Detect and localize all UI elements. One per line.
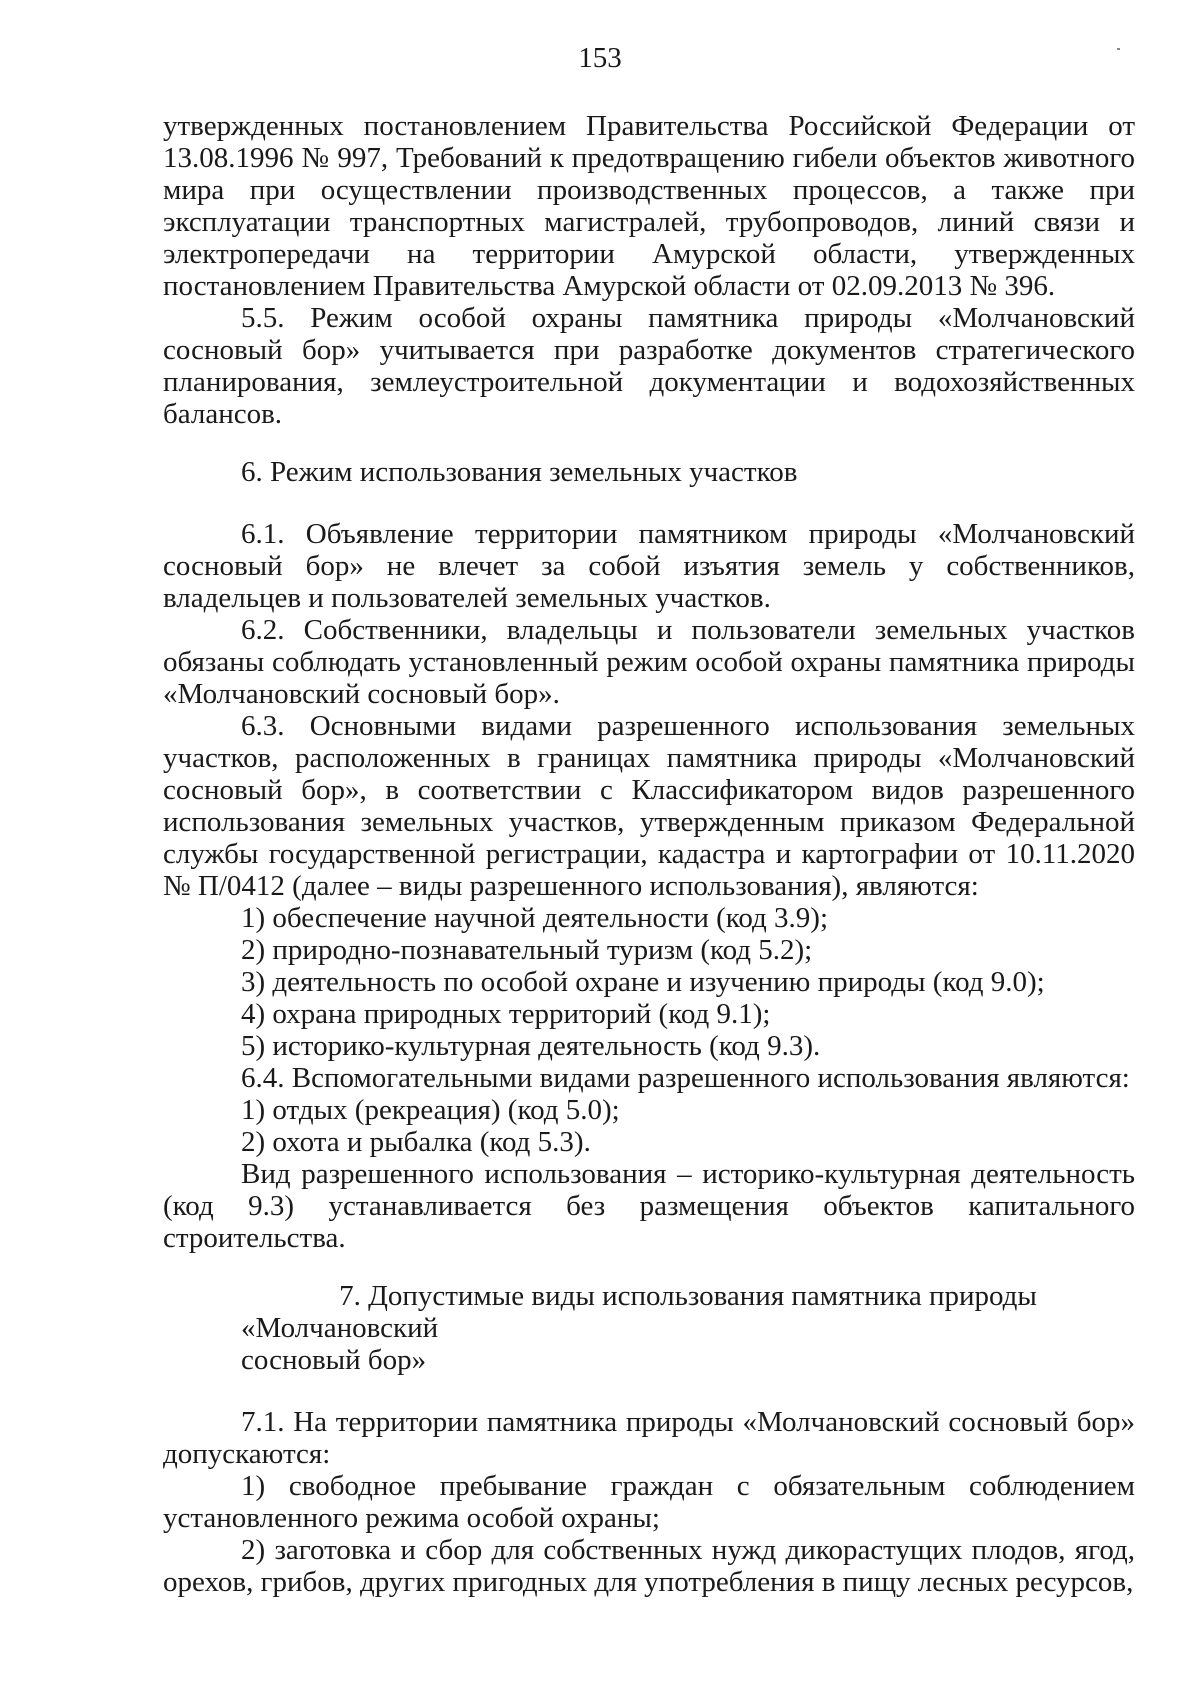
list-item-6-4-2: 2) охота и рыбалка (код 5.3). <box>241 1126 591 1158</box>
section-heading-7-line1: 7. Допустимые виды использования памятника природы «Молчановский <box>241 1280 1037 1344</box>
list-item-6-3-3: 3) деятельность по особой охране и изучению природы (код 9.0); <box>241 966 1045 998</box>
paragraph-7-1-2: 2) заготовка и сбор для собственных нужд дикорастущих плодов, ягод, орехов, грибов, других пригодных для употребления в пищу лесных ресурсов, <box>163 1534 1135 1598</box>
section-heading-7-line2: сосновый бор» <box>241 1344 427 1376</box>
paragraph-intro: утвержденных постановлением Правительства Российской Федерации от 13.08.1996 № 997, Требований к предотвращению гибели объектов животного мира при осуществлении производственных процессов, а также при эксплуатации транспортных магистралей, трубопроводов, линий связи и электропередачи на территории Амурской области, утвержденных постановлением Правительства Амурской области от 02.09.2013 № 396. <box>163 110 1135 302</box>
page-number: 153 <box>578 42 622 74</box>
list-item-6-3-5: 5) историко-культурная деятельность (код 9.3). <box>241 1030 821 1062</box>
paragraph-6-2: 6.2. Собственники, владельцы и пользователи земельных участков обязаны соблюдать установленный режим особой охраны памятника природы «Молчановский сосновый бор». <box>163 614 1135 710</box>
paragraph-6-3: 6.3. Основными видами разрешенного использования земельных участков, расположенных в границах памятника природы «Молчановский сосновый бор», в соответствии с Классификатором видов разрешенного использования земельных участков, утвержденным приказом Федеральной службы государственной регистрации, кадастра и картографии от 10.11.2020 № П/0412 (далее – виды разрешенного использования), являются: <box>163 710 1135 902</box>
paragraph-6-4: 6.4. Вспомогательными видами разрешенного использования являются: <box>241 1062 1130 1094</box>
list-item-6-3-4: 4) охрана природных территорий (код 9.1); <box>241 998 771 1030</box>
list-item-6-3-2: 2) природно-познавательный туризм (код 5.2); <box>241 934 813 966</box>
paragraph-6-1: 6.1. Объявление территории памятником природы «Молчановский сосновый бор» не влечет за собой изъятия земель у собственников, владельцев и пользователей земельных участков. <box>163 518 1135 614</box>
paragraph-5-5: 5.5. Режим особой охраны памятника природы «Молчановский сосновый бор» учитывается при разработке документов стратегического планирования, землеустроительной документации и водохозяйственных балансов. <box>163 302 1135 430</box>
paragraph-vid: Вид разрешенного использования – историко-культурная деятельность (код 9.3) устанавливается без размещения объектов капитального строительства. <box>163 1158 1135 1254</box>
list-item-6-3-1: 1) обеспечение научной деятельности (код 3.9); <box>241 902 828 934</box>
section-heading-6: 6. Режим использования земельных участков <box>241 456 798 488</box>
paragraph-7-1: 7.1. На территории памятника природы «Молчановский сосновый бор» допускаются: <box>163 1406 1135 1470</box>
list-item-6-4-1: 1) отдых (рекреация) (код 5.0); <box>241 1094 620 1126</box>
document-body <box>163 110 1135 1598</box>
paragraph-7-1-1: 1) свободное пребывание граждан с обязательным соблюдением установленного режима особой охраны; <box>163 1470 1135 1534</box>
